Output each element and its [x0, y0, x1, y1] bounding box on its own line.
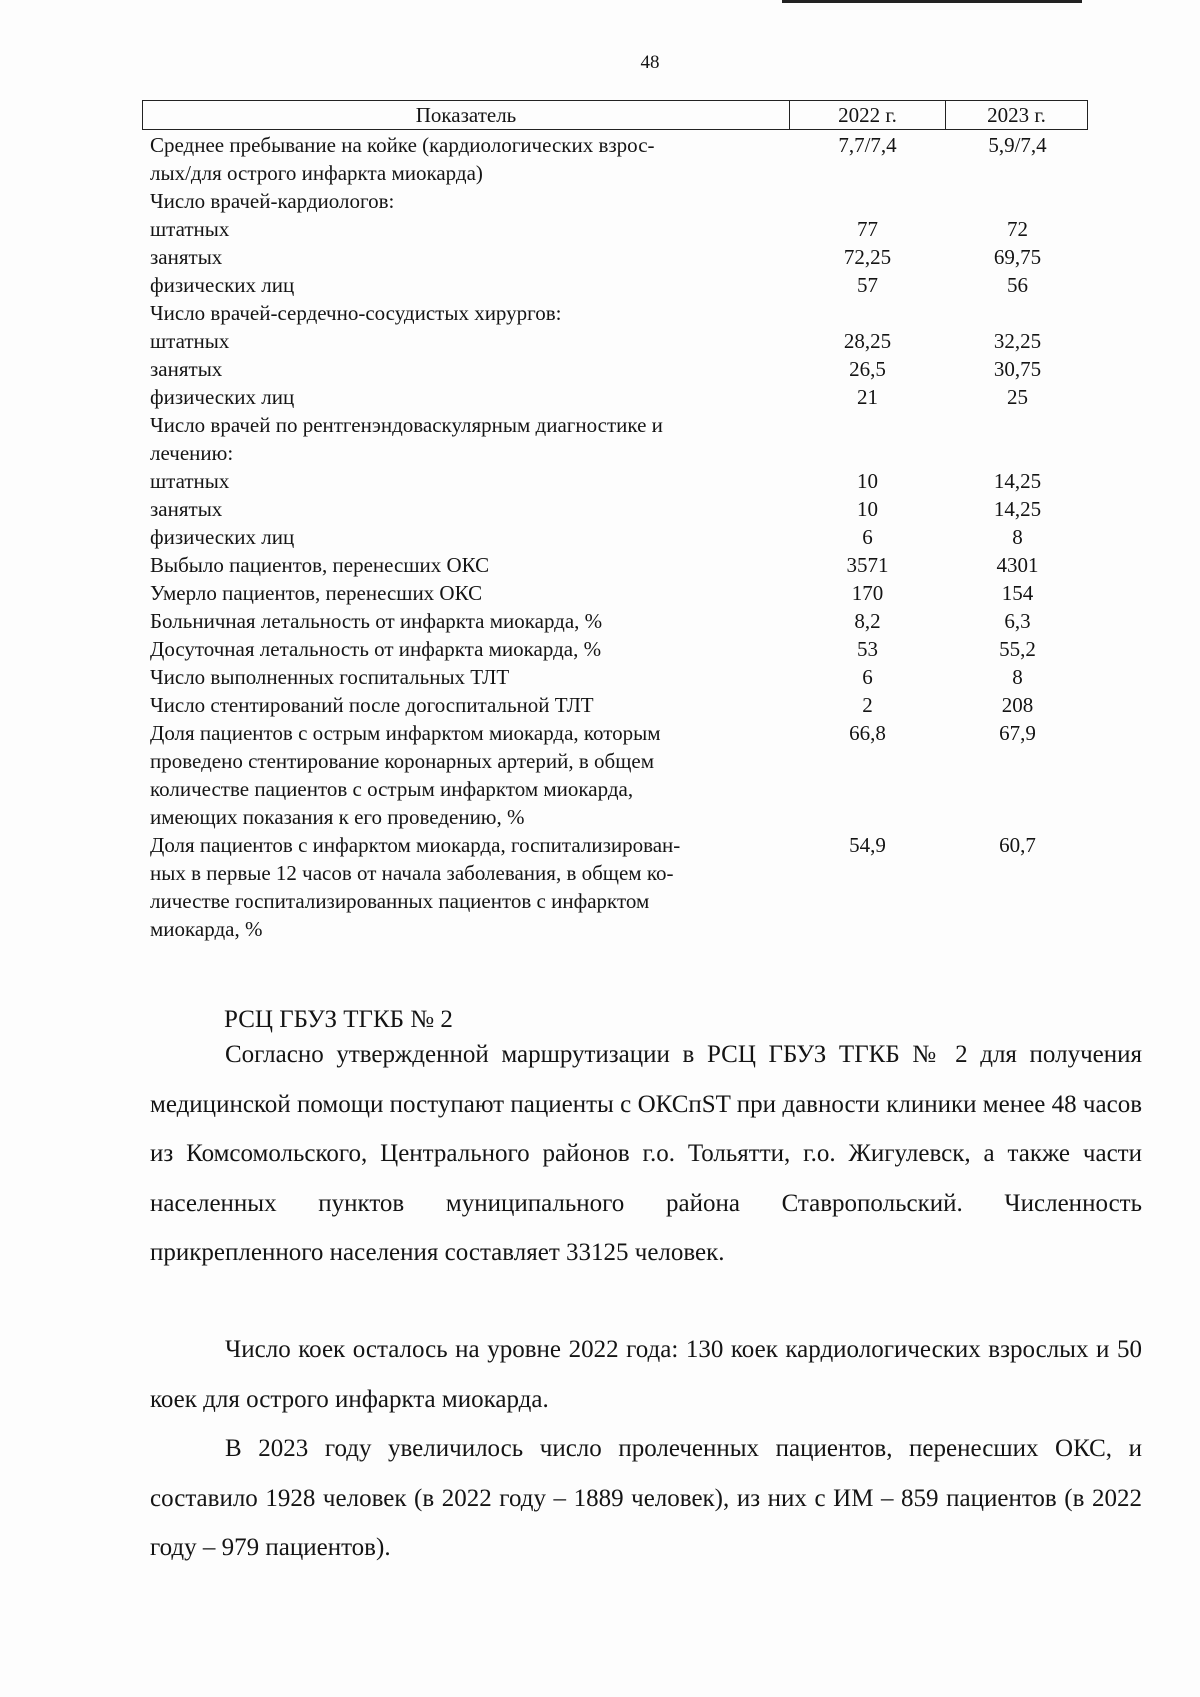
table-row	[150, 187, 1090, 215]
row-value-2022	[790, 159, 945, 187]
row-value-2023: 55,2	[999, 637, 1036, 661]
row-value-2022	[790, 439, 945, 467]
row-value-2022	[790, 299, 945, 327]
table-row	[150, 831, 1090, 859]
row-value-2022	[790, 411, 945, 439]
table-row	[150, 523, 1090, 551]
row-value-2023: 6,3	[1004, 609, 1031, 633]
table-row	[150, 915, 1090, 943]
row-label: лечению:	[150, 441, 234, 465]
header-year-2023: 2023 г.	[987, 102, 1046, 127]
row-value-2022	[790, 915, 945, 943]
table-row	[150, 607, 1090, 635]
row-value-2022: 28,25	[843, 329, 892, 353]
table-row	[150, 663, 1090, 691]
table-row	[150, 327, 1090, 355]
top-rule	[782, 0, 1082, 3]
row-label: Досуточная летальность от инфаркта миокарда, %	[150, 637, 602, 661]
table-row	[150, 439, 1090, 467]
page-number: 48	[640, 52, 660, 73]
row-value-2023	[945, 439, 1090, 467]
row-value-2022: 6	[862, 665, 873, 689]
row-label: Число врачей по рентгенэндоваскулярным диагностике и	[150, 413, 663, 437]
row-value-2023: 154	[1001, 581, 1034, 605]
row-label: физических лиц	[150, 525, 295, 549]
row-value-2022	[790, 747, 945, 775]
row-label: Доля пациентов с инфарктом миокарда, госпитализирован-	[150, 833, 681, 857]
table-row	[150, 803, 1090, 831]
table-row	[150, 299, 1090, 327]
row-value-2023: 67,9	[999, 721, 1036, 745]
row-value-2022	[790, 803, 945, 831]
row-label: Среднее пребывание на койке (кардиологических взрос-	[150, 133, 655, 157]
table-header	[142, 100, 1088, 130]
row-value-2022: 53	[857, 637, 878, 661]
table-row	[150, 859, 1090, 887]
paragraph-routing: Согласно утвержденной маршрутизации в РСЦ ГБУЗ ТГКБ № 2 для получения медицинской помощи поступают пациенты с ОКСпST при давности клиники менее 48 часов из Комсомольского, Центрального районов г.о. Тольятти, г.о. Жигулевск, а также части населенных пунктов муниципального района Ставропольский. Численность прикрепленного населения составляет 33125 человек.	[150, 1041, 1142, 1266]
table-row	[150, 243, 1090, 271]
row-value-2023	[945, 187, 1090, 215]
section-title: РСЦ ГБУЗ ТГКБ № 2	[224, 1006, 453, 1033]
row-value-2022: 57	[857, 273, 878, 297]
table-row	[150, 215, 1090, 243]
row-value-2022: 2	[862, 693, 873, 717]
row-value-2023: 4301	[996, 553, 1039, 577]
row-value-2023	[945, 803, 1090, 831]
row-value-2022: 8,2	[854, 609, 881, 633]
row-value-2022: 10	[857, 469, 878, 493]
row-value-2023	[945, 411, 1090, 439]
row-value-2023: 72	[1007, 217, 1028, 241]
row-value-2022: 10	[857, 497, 878, 521]
row-value-2022: 72,25	[843, 245, 892, 269]
row-value-2023	[945, 159, 1090, 187]
row-value-2023: 60,7	[999, 833, 1036, 857]
table-row	[150, 131, 1090, 159]
row-value-2023: 8	[1012, 665, 1023, 689]
row-label: проведено стентирование коронарных артерий, в общем	[150, 749, 654, 773]
row-value-2023: 69,75	[993, 245, 1042, 269]
row-label: ных в первые 12 часов от начала заболевания, в общем ко-	[150, 861, 674, 885]
row-value-2023	[945, 887, 1090, 915]
row-value-2023: 8	[1012, 525, 1023, 549]
row-value-2023: 14,25	[993, 497, 1042, 521]
row-label: лых/для острого инфаркта миокарда)	[150, 161, 483, 185]
row-value-2022: 77	[857, 217, 878, 241]
table-row	[150, 719, 1090, 747]
paragraph-patients: В 2023 году увеличилось число пролеченных пациентов, перенесших ОКС, и составило 1928 человек (в 2022 году – 1889 человек), из них с ИМ – 859 пациентов (в 2022 году – 979 пациентов).	[150, 1435, 1142, 1561]
row-value-2022: 170	[851, 581, 884, 605]
row-value-2023: 56	[1007, 273, 1028, 297]
row-label: Число стентирований после догоспитальной ТЛТ	[150, 693, 594, 717]
row-value-2022: 3571	[846, 553, 889, 577]
table-row	[150, 411, 1090, 439]
row-label: количестве пациентов с острым инфарктом миокарда,	[150, 777, 634, 801]
header-indicator: Показатель	[143, 101, 790, 129]
row-label: физических лиц	[150, 273, 295, 297]
table-row	[150, 271, 1090, 299]
row-label: штатных	[150, 329, 230, 353]
row-label: занятых	[150, 357, 223, 381]
row-label: занятых	[150, 497, 223, 521]
table-row	[150, 467, 1090, 495]
table-row	[150, 579, 1090, 607]
row-value-2023: 5,9/7,4	[988, 133, 1047, 157]
table-row	[150, 775, 1090, 803]
row-value-2022	[790, 775, 945, 803]
row-label: Число выполненных госпитальных ТЛТ	[150, 665, 510, 689]
row-value-2022: 7,7/7,4	[838, 133, 897, 157]
paragraph-beds: Число коек осталось на уровне 2022 года: 130 коек кардиологических взрослых и 50 коек для острого инфаркта миокарда.	[150, 1336, 1142, 1413]
row-label: Больничная летальность от инфаркта миокарда, %	[150, 609, 603, 633]
table-row	[150, 495, 1090, 523]
row-label: имеющих показания к его проведению, %	[150, 805, 525, 829]
row-label: миокарда, %	[150, 917, 263, 941]
table-row	[150, 747, 1090, 775]
table-row	[150, 355, 1090, 383]
row-value-2022	[790, 187, 945, 215]
row-value-2023	[945, 915, 1090, 943]
table-row	[150, 887, 1090, 915]
row-label: занятых	[150, 245, 223, 269]
row-label: Доля пациентов с острым инфарктом миокарда, которым	[150, 721, 661, 745]
row-value-2023: 25	[1007, 385, 1028, 409]
row-value-2022: 26,5	[849, 357, 886, 381]
row-label: Число врачей-кардиологов:	[150, 189, 395, 213]
table-body	[150, 131, 1090, 943]
row-value-2023: 14,25	[993, 469, 1042, 493]
row-label: штатных	[150, 469, 230, 493]
row-label: Выбыло пациентов, перенесших ОКС	[150, 553, 490, 577]
row-value-2022: 66,8	[849, 721, 886, 745]
row-value-2023: 32,25	[993, 329, 1042, 353]
table-row	[150, 691, 1090, 719]
row-label: личестве госпитализированных пациентов с инфарктом	[150, 889, 650, 913]
table-row	[150, 635, 1090, 663]
row-value-2023: 208	[1001, 693, 1034, 717]
row-value-2022: 21	[857, 385, 878, 409]
row-value-2023	[945, 299, 1090, 327]
row-value-2023: 30,75	[993, 357, 1042, 381]
table-row	[150, 159, 1090, 187]
row-label: физических лиц	[150, 385, 295, 409]
table-row	[150, 551, 1090, 579]
row-value-2022	[790, 859, 945, 887]
header-year-2022: 2022 г.	[790, 101, 946, 129]
row-value-2023	[945, 775, 1090, 803]
row-label: штатных	[150, 217, 230, 241]
row-value-2023	[945, 747, 1090, 775]
row-value-2023	[945, 859, 1090, 887]
row-label: Число врачей-сердечно-сосудистых хирургов:	[150, 301, 562, 325]
row-value-2022: 6	[862, 525, 873, 549]
row-value-2022: 54,9	[849, 833, 886, 857]
row-label: Умерло пациентов, перенесших ОКС	[150, 581, 483, 605]
table-row	[150, 383, 1090, 411]
row-value-2022	[790, 887, 945, 915]
